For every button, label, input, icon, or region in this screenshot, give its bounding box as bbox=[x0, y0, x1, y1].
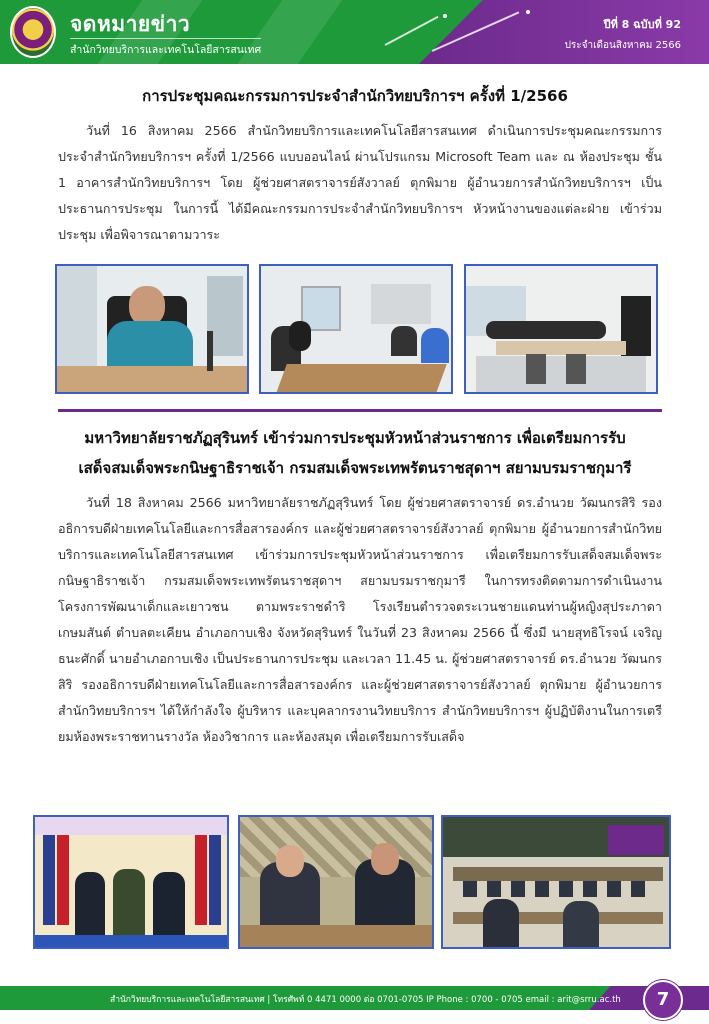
newsletter-header bbox=[0, 0, 709, 64]
university-logo bbox=[10, 6, 56, 58]
newsletter-title: จดหมายข่าว bbox=[70, 12, 191, 36]
article2-photo-meeting bbox=[238, 815, 434, 949]
page-footer bbox=[0, 986, 709, 1010]
page-number: 7 bbox=[643, 980, 683, 1020]
article1-photo-conference-table bbox=[464, 264, 658, 394]
article2-photo-group bbox=[33, 815, 229, 949]
article1-paragraph: วันที่ 16 สิงหาคม 2566 สำนักวิทยบริการและเทคโนโลยีสารสนเทศ ดำเนินการประชุมคณะกรรมการประจำสำนักวิทยบริการฯ ครั้งที่ 1/2566 แบบออนไลน์ ผ่านโปรแกรม Microsoft Team และ ณ ห้องประชุม ชั้น 1 อาคารสำนักวิทยบริการฯ โดย ผู้ช่วยศาสตราจารย์สังวาลย์ ตุกพิมาย ผู้อำนวยการสำนักวิทยบริการฯ เป็นประธานการประชุม ในการนี้ ได้มีคณะกรรมการประจำสำนักวิทยบริการฯ หัวหน้างานของแต่ละฝ่าย เข้าร่วมประชุม เพื่อพิจารณาตามวาระ bbox=[58, 123, 662, 242]
article1-body bbox=[58, 118, 662, 248]
header-dot-decoration bbox=[443, 14, 447, 18]
issue-month: ประจำเดือนสิงหาคม 2566 bbox=[564, 40, 681, 51]
section-divider bbox=[58, 409, 662, 412]
article2-title-line2: เสด็จสมเด็จพระกนิษฐาธิราชเจ้า กรมสมเด็จพระเทพรัตนราชสุดาฯ สยามบรมราชกุมารี bbox=[78, 459, 632, 477]
article2-paragraph: วันที่ 18 สิงหาคม 2566 มหาวิทยาลัยราชภัฏสุรินทร์ โดย ผู้ช่วยศาสตราจารย์ ดร.อำนวย วัฒนกรสิริ รองอธิการบดีฝ่ายเทคโนโลยีและการสื่อสารองค์กร และผู้ช่วยศาสตราจารย์สังวาลย์ ตุกพิมาย ผู้อำนวยการสำนักวิทยบริการและเทคโนโลยีสารสนเทศ เข้าร่วมการประชุมหัวหน้าส่วนราชการ เพื่อเตรียมการรับเสด็จสมเด็จพระกนิษฐาธิราชเจ้า กรมสมเด็จพระเทพรัตนราชสุดาฯ สยามบรมราชกุมารี ในการทรงติดตามการดำเนินงานโครงการพัฒนาเด็กและเยาวชน ตามพระราชดำริ โรงเรียนตำรวจตระเวนชายแดนท่านผู้หญิงสุประภาดา เกษมสันต์ ตำบลตะเคียน อำเภอกาบเชิง จังหวัดสุรินทร์ ในวันที่ 23 สิงหาคม 2566 นี้ ซึ่งมี นายสุทธิโรจน์ เจริญธนะศักดิ์ นายอำเภอกาบเชิง เป็นประธานการประชุม และเวลา 11.45 น. ผู้ช่วยศาสตราจารย์ ดร.อำนวย วัฒนกรสิริ รองอธิการบดีฝ่ายเทคโนโลยีและการสื่อสารองค์กร และผู้ช่วยศาสตราจารย์สังวาลย์ ตุกพิมาย ผู้อำนวยการสำนักวิทยบริการฯ ได้ให้กำลังใจ ผู้บริหาร และบุคลากรงานวิทยบริการ สำนักวิทยบริการฯ ผู้ปฏิบัติงานในการเตรียมห้องพระราชทานรางวัล ห้องวิชาการ และห้องสมุด เพื่อเตรียมการรับเสด็จ bbox=[58, 495, 662, 744]
header-line-decoration bbox=[385, 16, 439, 45]
article1-photo-chairman bbox=[55, 264, 249, 394]
article2-body bbox=[58, 490, 662, 750]
header-dot-decoration bbox=[526, 10, 530, 14]
article2-title-line1: มหาวิทยาลัยราชภัฏสุรินทร์ เข้าร่วมการประชุมหัวหน้าส่วนราชการ เพื่อเตรียมการรับ bbox=[84, 429, 626, 447]
article1-photo-meeting-room bbox=[259, 264, 453, 394]
issue-number: ปีที่ 8 ฉบับที่ 92 bbox=[603, 18, 681, 31]
article2-photo-conference-hall bbox=[441, 815, 671, 949]
article1-title: การประชุมคณะกรรมการประจำสำนักวิทยบริการฯ ครั้งที่ 1/2566 bbox=[142, 87, 568, 105]
footer-contact: สำนักวิทยบริการและเทคโนโลยีสารสนเทศ | โทรศัพท์ 0 4471 0000 ต่อ 0701-0705 IP Phone : 0700 - 0705 email : arit@srru.ac.th bbox=[110, 995, 621, 1005]
newsletter-subtitle: สำนักวิทยบริการและเทคโนโลยีสารสนเทศ bbox=[70, 38, 261, 58]
